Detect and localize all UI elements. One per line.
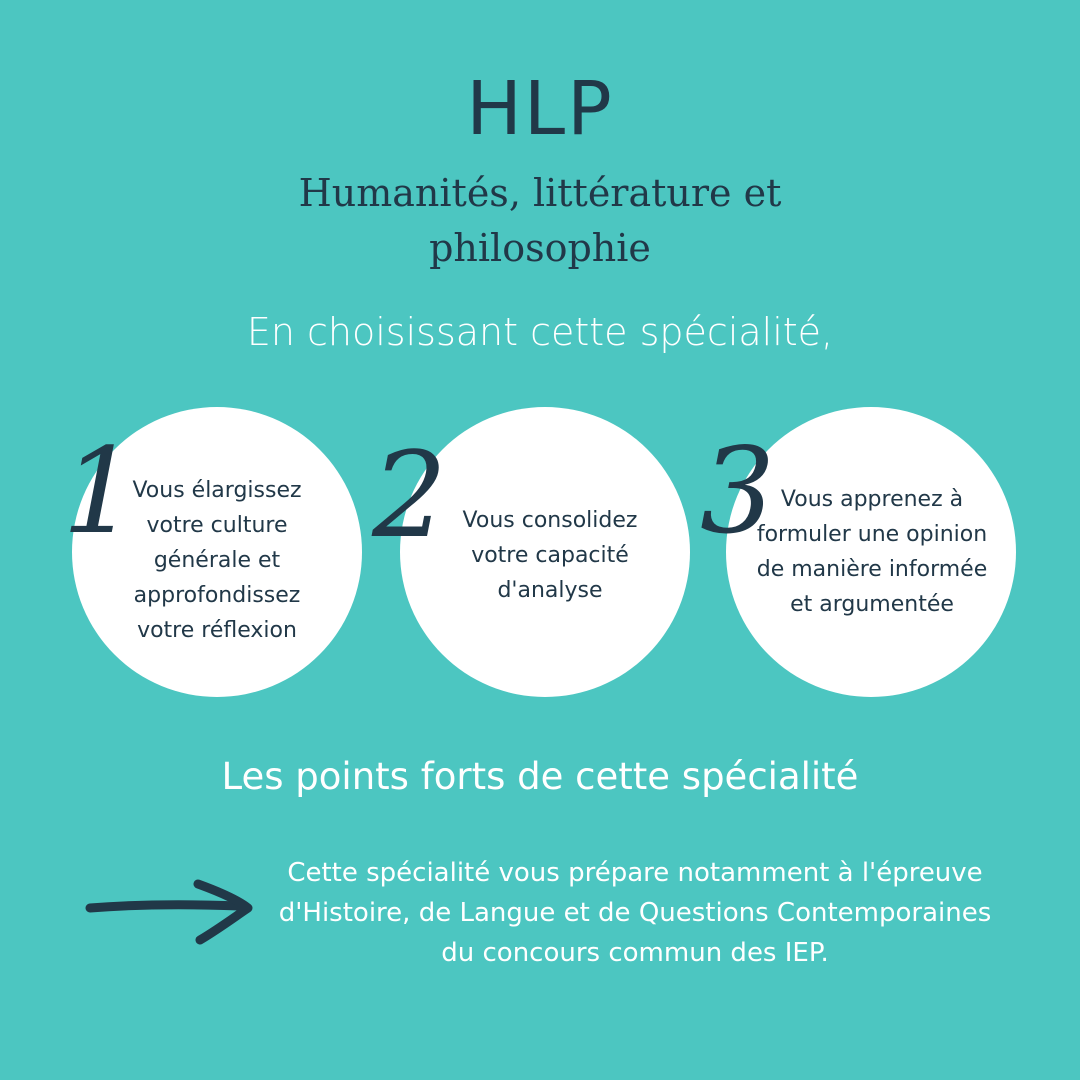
point-1-number: 1 <box>62 422 138 560</box>
point-1-text: Vous élargissez votre culture générale et approfondissez votre réflexion <box>132 477 302 643</box>
point-2-number: 2 <box>372 426 448 564</box>
page-title: HLP <box>466 66 614 152</box>
point-2-text: Vous consolidez votre capacité d'analyse <box>462 507 638 603</box>
point-3-text: Vous apprenez à formuler une opinion de manière informée et argumentée <box>756 487 988 617</box>
strengths-note: Cette spécialité vous prépare notamment à l'épreuve d'Histoire, de Langue et de Questions Contemporaines du concours commun des IEP. <box>278 858 992 968</box>
intro-text: En choisissant cette spécialité, <box>246 310 834 354</box>
page-subtitle: Humanités, littérature et philosophie <box>298 171 782 270</box>
strengths-heading: Les points forts de cette spécialité <box>221 755 859 798</box>
point-3-number: 3 <box>700 422 776 560</box>
arrow-right-icon <box>80 870 260 950</box>
